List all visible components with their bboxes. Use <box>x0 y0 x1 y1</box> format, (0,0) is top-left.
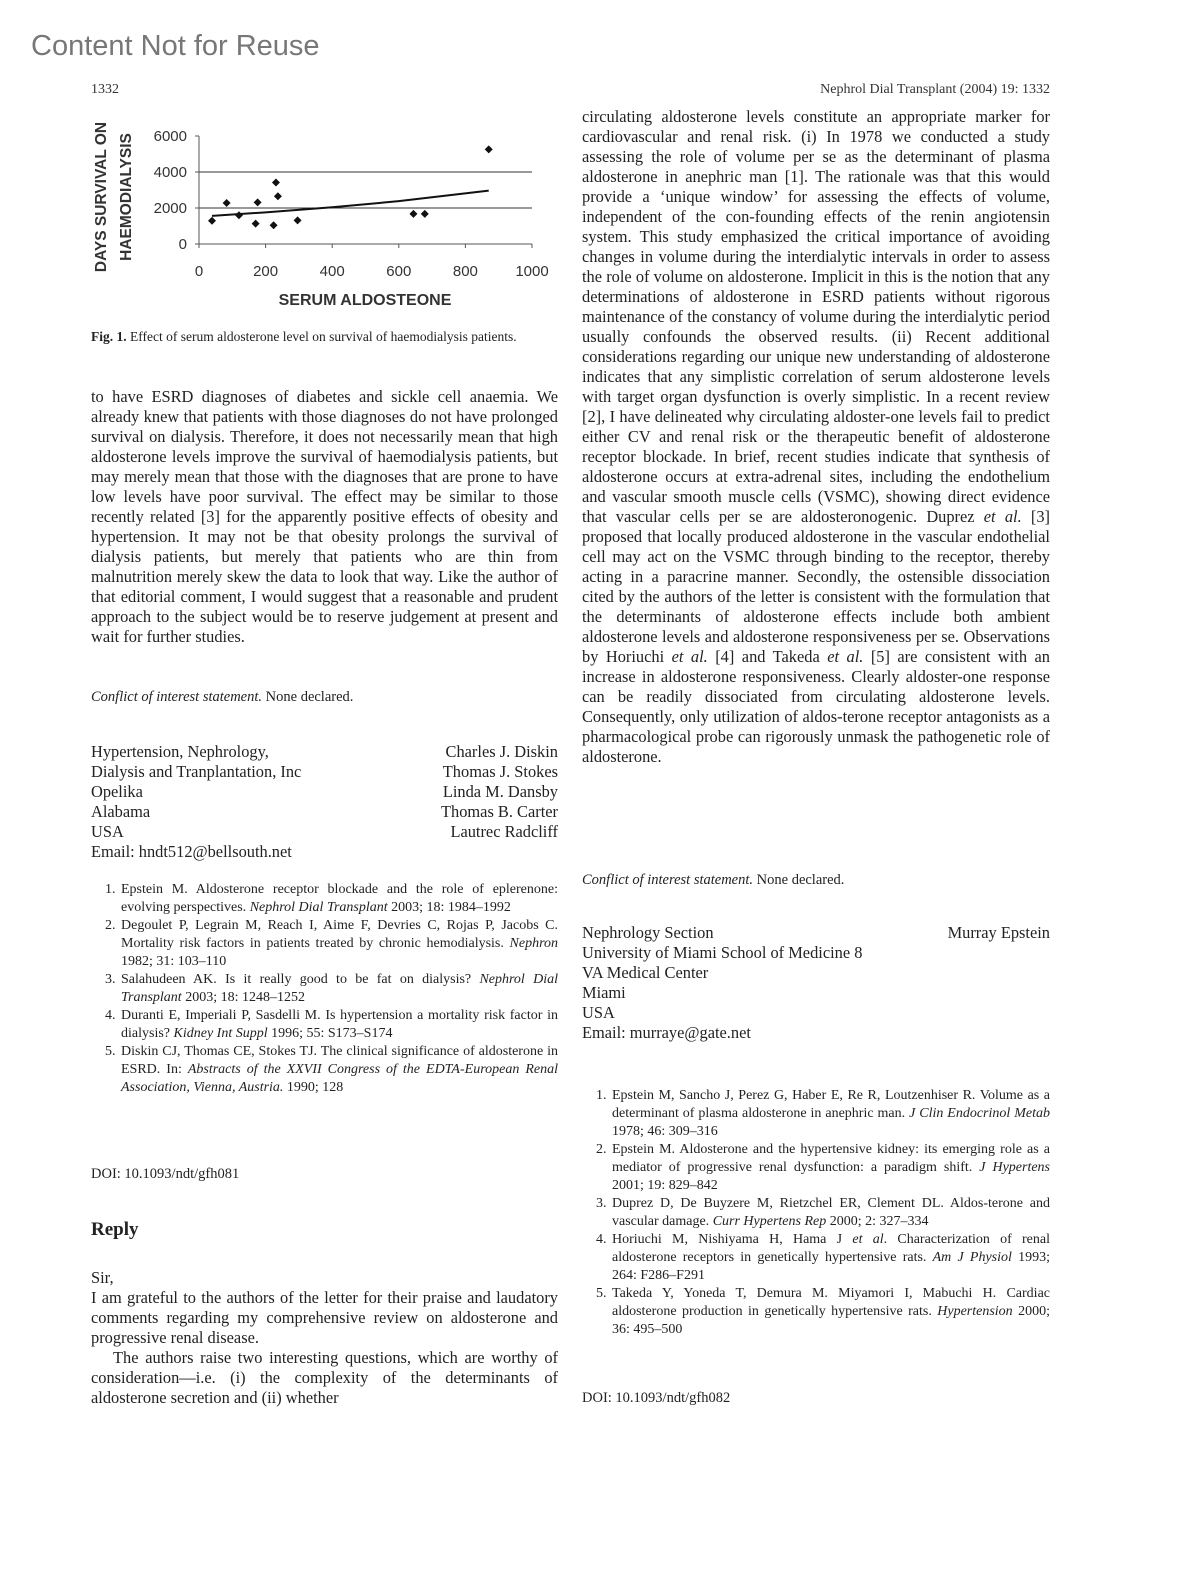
letter-address-block <box>91 742 558 862</box>
author-name: Charles J. Diskin <box>445 742 558 761</box>
x-tick-label: 0 <box>194 263 204 280</box>
text-segment: 1982; 31: 103–110 <box>121 954 227 969</box>
text-segment: 1978; 46: 309–316 <box>612 1124 718 1139</box>
text-segment: . Characterization of renal aldosterone receptors in genetically hypertensive rats. <box>612 1232 1051 1265</box>
text-segment: et al <box>852 1232 884 1247</box>
coi-text: None declared. <box>753 872 845 888</box>
author-name: Linda M. Dansby <box>442 782 558 801</box>
text-segment: [4] and Takeda <box>707 647 828 666</box>
data-point <box>208 217 216 225</box>
address-line: University of Miami School of Medicine 8 <box>582 943 863 962</box>
watermark: Content Not for Reuse <box>31 30 320 62</box>
y-axis-label: DAYS SURVIVAL ON <box>93 121 110 273</box>
text-segment: Epstein M. Aldosterone and the hypertensive kidney: its emerging role as a mediator of progressive renal dysfunction: a paradigm shift. <box>612 1142 1050 1175</box>
x-axis-label: SERUM ALDOSTEONE <box>278 292 452 309</box>
text-segment: 1996; 55: S173–S174 <box>267 1026 393 1041</box>
scatter-chart <box>85 105 565 320</box>
doi: DOI: 10.1093/ndt/gfh082 <box>582 1390 731 1406</box>
address-line: Dialysis and Tranplantation, Inc <box>91 762 302 781</box>
reference-item <box>610 1141 1050 1195</box>
x-tick-label: 200 <box>253 263 279 280</box>
text-segment: 2003; 18: 1984–1992 <box>387 900 511 915</box>
text-segment: Epstein M. Aldosterone receptor blockade and the role of eplerenone: evolving perspectives. <box>121 882 558 915</box>
y-tick-label: 2000 <box>153 200 187 217</box>
data-point <box>485 145 493 153</box>
reference-item <box>610 1285 1050 1339</box>
text-segment: Degoulet P, Legrain M, Reach I, Aime F, Devries C, Rojas P, Jacobs C. Mortality risk factors in patients treated by chronic hemodialysis. <box>121 918 558 951</box>
text-segment: Nephron <box>509 936 558 951</box>
text-segment: et al. <box>983 507 1022 526</box>
reference-item <box>610 1231 1050 1285</box>
author-name: Murray Epstein <box>947 923 1050 942</box>
text-segment: [5] are consistent with an increase in aldosterone responsiveness. Clearly aldoster-one response can be readily dissociated from circulating aldosterone levels. Consequently, only utilization of aldos-terone receptor antagonists as a pharmacological probe can rigorously unmask the pathogenetic role of aldosterone. <box>582 647 1050 766</box>
reference-item <box>119 1007 558 1043</box>
text-segment: J Hypertens <box>979 1160 1050 1175</box>
paragraph: The authors raise two interesting questions, which are worthy of consideration—i.e. (i) the complexity of the determinants of aldosterone secretion and (ii) whether <box>91 1348 558 1407</box>
text-segment: Nephrol Dial Transplant <box>249 900 388 915</box>
running-header: Nephrol Dial Transplant (2004) 19: 1332 <box>820 82 1050 97</box>
data-point <box>421 210 429 218</box>
doi: DOI: 10.1093/ndt/gfh081 <box>91 1166 240 1182</box>
text-segment: 2000; 36: 495–500 <box>612 1304 1050 1337</box>
text-segment: 2001; 19: 829–842 <box>612 1178 718 1193</box>
salutation: Sir, <box>91 1268 114 1287</box>
author-name: Lautrec Radcliff <box>450 822 558 841</box>
left-body <box>91 387 558 647</box>
text-segment: 1993; 264: F286–F291 <box>612 1250 1051 1283</box>
y-tick-label: 0 <box>178 236 187 253</box>
y-tick-label: 6000 <box>153 128 187 145</box>
text-segment: Duranti E, Imperiali P, Sasdelli M. Is hypertension a mortality risk factor in dialysis? <box>121 1008 558 1041</box>
conflict-statement <box>91 689 353 706</box>
address-line: VA Medical Center <box>582 963 709 982</box>
data-point <box>272 178 280 186</box>
text-segment: Diskin CJ, Thomas CE, Stokes TJ. The clinical significance of aldosterone in ESRD. In: <box>121 1044 558 1077</box>
reply-heading: Reply <box>91 1219 139 1240</box>
address-line: Email: murraye@gate.net <box>582 1023 751 1042</box>
address-line: Opelika <box>91 782 143 801</box>
address-line: Email: hndt512@bellsouth.net <box>91 842 292 861</box>
text-segment: Epstein M, Sancho J, Perez G, Haber E, Re R, Loutzenhiser R. Volume as a determinant of plasma aldosterone in anephric man. <box>612 1088 1050 1121</box>
conflict-statement <box>582 872 844 889</box>
reply-address-block <box>582 923 1050 1043</box>
data-point <box>252 220 260 228</box>
y-axis-label: HAEMODIALYSIS <box>118 133 135 261</box>
reference-list-left <box>91 881 558 1097</box>
text-segment: 2000; 2: 327–334 <box>826 1214 929 1229</box>
address-line: Alabama <box>91 802 151 821</box>
data-point <box>270 221 278 229</box>
x-tick-label: 800 <box>452 263 478 280</box>
address-line: Nephrology Section <box>582 923 714 942</box>
data-point <box>409 210 417 218</box>
coi-text: None declared. <box>262 689 354 705</box>
address-line: Hypertension, Nephrology, <box>91 742 269 761</box>
text-segment: Hypertension <box>937 1304 1013 1319</box>
text-segment: 2003; 18: 1248–1252 <box>181 990 305 1005</box>
x-tick-label: 400 <box>319 263 345 280</box>
text-segment: Am J Physiol <box>932 1250 1012 1265</box>
reference-item <box>610 1195 1050 1231</box>
x-tick-label: 1000 <box>515 263 549 280</box>
data-point <box>294 216 302 224</box>
trendline <box>212 191 489 216</box>
text-segment: Abstracts of the XXVII Congress of the EDTA-European Renal Association, Vienna, Austria. <box>121 1062 558 1095</box>
data-point <box>235 211 243 219</box>
data-point <box>254 198 262 206</box>
text-segment: Takeda Y, Yoneda T, Demura M. Miyamori I, Mabuchi H. Cardiac aldosterone production in genetically hypertensive rats. <box>612 1286 1050 1319</box>
caption-text: Effect of serum aldosterone level on survival of haemodialysis patients. <box>126 329 517 344</box>
reference-item <box>119 881 558 917</box>
address-line: USA <box>91 822 124 841</box>
reference-item <box>610 1087 1050 1141</box>
reference-item <box>119 917 558 971</box>
y-tick-label: 4000 <box>153 164 187 181</box>
paragraph: I am grateful to the authors of the letter for their praise and laudatory comments regarding my comprehensive review on aldosterone and progressive renal disease. <box>91 1288 558 1347</box>
text-segment: J Clin Endocrinol Metab <box>909 1106 1051 1121</box>
text-segment: Horiuchi M, Nishiyama H, Hama J <box>612 1232 853 1247</box>
reference-list-right <box>582 1087 1050 1339</box>
x-tick-label: 600 <box>386 263 412 280</box>
right-body <box>582 107 1050 767</box>
data-point <box>223 199 231 207</box>
author-name: Thomas B. Carter <box>441 802 558 821</box>
text-segment: et al. <box>671 647 708 666</box>
coi-label: Conflict of interest statement. <box>91 689 263 705</box>
text-segment: et al. <box>827 647 864 666</box>
figure-caption <box>91 328 558 345</box>
address-line: USA <box>582 1003 615 1022</box>
text-segment: 1990; 128 <box>283 1080 344 1095</box>
text-segment: Nephrol Dial Transplant <box>121 972 558 1005</box>
caption-label: Fig. 1. <box>91 329 127 344</box>
reference-item <box>119 1043 558 1097</box>
text-segment: Duprez D, De Buyzere M, Rietzchel ER, Clement DL. Aldos-terone and vascular damage. <box>612 1196 1050 1229</box>
paragraph: to have ESRD diagnoses of diabetes and sickle cell anaemia. We already knew that patients with those diagnoses do not have prolonged survival on dialysis. Therefore, it does not necessarily mean that high aldosterone levels improve the survival of haemodialysis patients, but may merely mean that those with the diagnoses that are prone to have low levels have poor survival. The effect may be similar to those recently related [3] for the apparently positive effects of obesity and hypertension. It may not be that obesity prolongs the survival of dialysis patients, but merely that patients who are thin from malnutrition merely skew the data to look that way. Like the author of that editorial comment, I would suggest that a reasonable and prudent approach to the subject would be to reserve judgement at present and wait for further studies. <box>91 387 558 646</box>
text-segment: Curr Hypertens Rep <box>712 1214 827 1229</box>
reference-item <box>119 971 558 1007</box>
author-name: Thomas J. Stokes <box>442 762 558 781</box>
data-point <box>274 192 282 200</box>
address-line: Miami <box>582 983 626 1002</box>
text-segment: circulating aldosterone levels constitute an appropriate marker for cardiovascular and renal risk. (i) In 1978 we conducted a study assessing the role of volume per se as the determinant of plasma aldosterone in anephric man [1]. The rationale was that this would provide a ‘unique window’ for assessing the effects of volume, independent of the con-founding effects of the renin angiotensin system. This study emphasized the critical importance of avoiding changes in volume during the interdialytic intervals in order to assess the role of volume on aldosterone. Implicit in this is the notion that any determinations of aldosterone in ESRD patients without rigorous maintenance of the constancy of volume during the interdialytic period usually confounds the observed results. (ii) Recent additional considerations regarding our unique new understanding of aldosterone indicates that any simplistic correlation of serum aldosterone levels with target organ dysfunction is overly simplistic. In a recent review [2], I have delineated why circulating aldoster-one levels fail to predict either CV and renal risk or the therapeutic benefit of aldosterone receptor blockade. In brief, recent studies indicate that synthesis of aldosterone occurs at extra-adrenal sites, including the endothelium and vascular smooth muscle cells (VSMC), showing direct evidence that vascular cells per se are aldosteronogenic. Duprez <box>582 107 1050 526</box>
text-segment: [3] proposed that locally produced aldosterone in the vascular endothelial cell may act on the VSMC through binding to the receptor, thereby acting in a paracrine manner. Secondly, the ostensible dissociation cited by the authors of the letter is consistent with the formulation that the determinants of aldosterone effects include both ambient aldosterone levels and aldosterone responsiveness per se. Observations by Horiuchi <box>582 507 1050 666</box>
text-segment: Salahudeen AK. Is it really good to be fat on dialysis? <box>121 972 480 987</box>
coi-label: Conflict of interest statement. <box>582 872 754 888</box>
reply-body <box>91 1268 558 1408</box>
text-segment: Kidney Int Suppl <box>173 1026 268 1041</box>
page-number: 1332 <box>91 82 119 97</box>
